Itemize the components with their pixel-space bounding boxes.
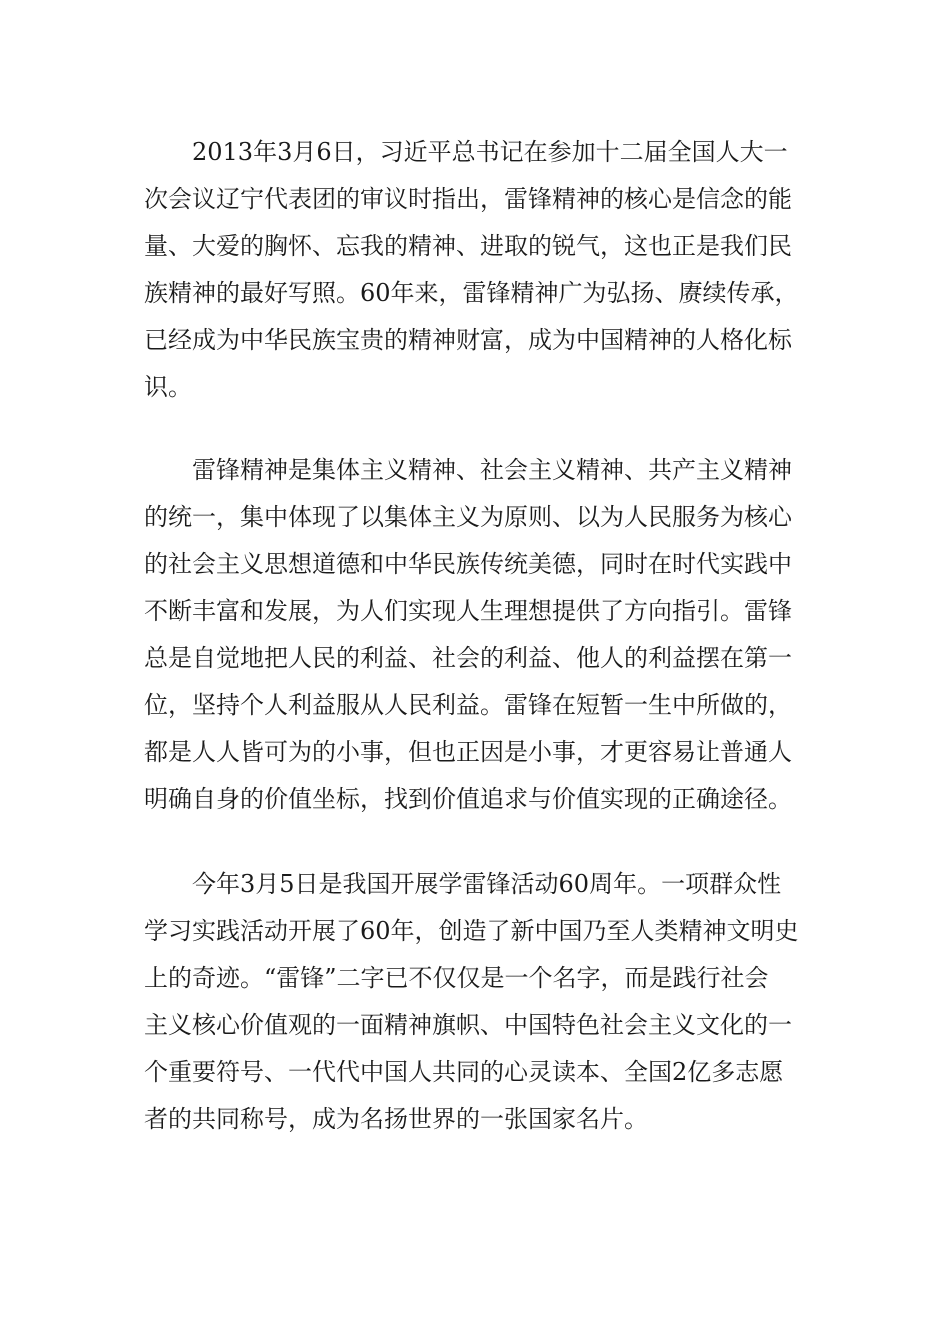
paragraph-line: 量、大爱的胸怀、忘我的精神、进取的锐气，这也正是我们民 <box>144 232 792 260</box>
paragraph-line: 雷锋精神是集体主义精神、社会主义精神、共产主义精神 <box>192 456 792 484</box>
paragraph-line: 主义核心价值观的一面精神旗帜、中国特色社会主义文化的一 <box>144 1011 792 1039</box>
paragraph-line: 者的共同称号，成为名扬世界的一张国家名片。 <box>144 1105 648 1133</box>
paragraph-line: 位，坚持个人利益服从人民利益。雷锋在短暂一生中所做的， <box>144 691 792 719</box>
paragraph-line: 明确自身的价值坐标，找到价值追求与价值实现的正确途径。 <box>144 785 792 813</box>
paragraph-line: 已经成为中华民族宝贵的精神财富，成为中国精神的人格化标 <box>144 326 792 354</box>
paragraph-line: 的社会主义思想道德和中华民族传统美德，同时在时代实践中 <box>144 550 792 578</box>
paragraph-line: 总是自觉地把人民的利益、社会的利益、他人的利益摆在第一 <box>144 644 792 672</box>
paragraph-line: 不断丰富和发展，为人们实现人生理想提供了方向指引。雷锋 <box>144 597 792 625</box>
paragraph-line: 上的奇迹。“雷锋”二字已不仅仅是一个名字，而是践行社会 <box>144 964 769 992</box>
paragraph-line: 个重要符号、一代代中国人共同的心灵读本、全国2亿多志愿 <box>144 1058 784 1086</box>
paragraph-3 <box>144 861 799 1143</box>
paragraph-line: 识。 <box>144 373 192 401</box>
paragraph-2 <box>144 447 792 823</box>
paragraph-line: 学习实践活动开展了60年，创造了新中国乃至人类精神文明史 <box>144 917 799 945</box>
paragraph-1 <box>144 129 799 411</box>
paragraph-line: 的统一，集中体现了以集体主义为原则、以为人民服务为核心 <box>144 503 792 531</box>
paragraph-line: 今年3月5日是我国开展学雷锋活动60周年。一项群众性 <box>192 870 782 898</box>
paragraph-line: 2013年3月6日，习近平总书记在参加十二届全国人大一 <box>192 138 788 166</box>
paragraph-line: 族精神的最好写照。60年来，雷锋精神广为弘扬、赓续传承， <box>144 279 799 307</box>
paragraph-line: 都是人人皆可为的小事，但也正因是小事，才更容易让普通人 <box>144 738 792 766</box>
paragraph-line: 次会议辽宁代表团的审议时指出，雷锋精神的核心是信念的能 <box>144 185 792 213</box>
